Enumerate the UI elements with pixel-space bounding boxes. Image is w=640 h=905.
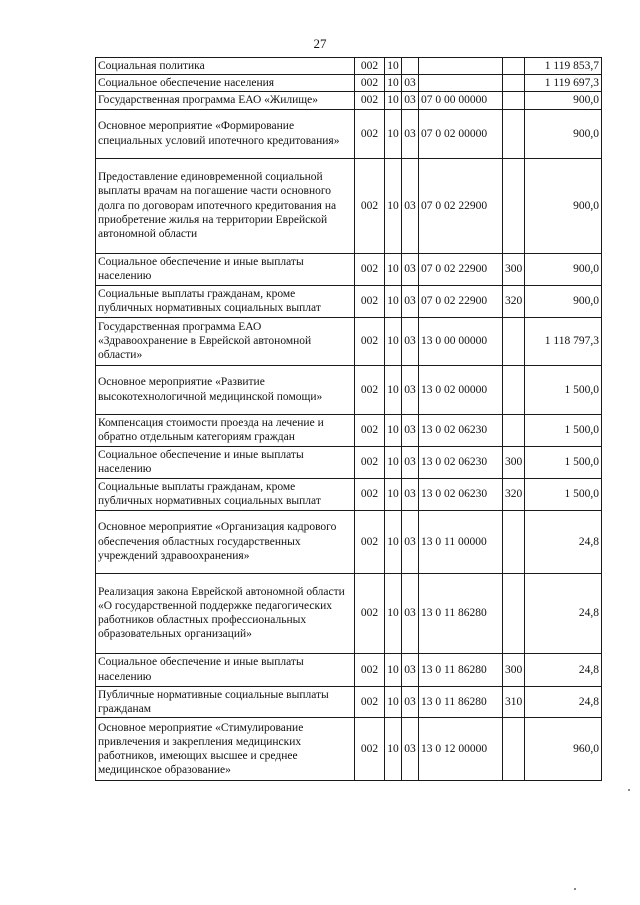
cell-target-article: 07 0 02 22900 bbox=[419, 158, 503, 253]
cell-expense-type: 320 bbox=[503, 285, 525, 317]
cell-target-article: 13 0 11 00000 bbox=[419, 510, 503, 573]
cell-admin-code: 002 bbox=[355, 92, 385, 109]
cell-section-code: 10 bbox=[385, 75, 402, 92]
cell-subsection-code: 03 bbox=[402, 158, 419, 253]
cell-admin-code: 002 bbox=[355, 653, 385, 686]
cell-section-code: 10 bbox=[385, 109, 402, 158]
cell-amount: 1 118 797,3 bbox=[525, 317, 602, 365]
table-row bbox=[96, 653, 602, 686]
table-row bbox=[96, 478, 602, 510]
cell-target-article: 13 0 00 00000 bbox=[419, 317, 503, 365]
cell-name: Социальное обеспечение и иные выплаты населению bbox=[96, 446, 355, 478]
cell-name: Основное мероприятие «Развитие высокотехнологичной медицинской помощи» bbox=[96, 365, 355, 414]
cell-admin-code: 002 bbox=[355, 686, 385, 717]
cell-amount: 1 500,0 bbox=[525, 365, 602, 414]
cell-expense-type bbox=[503, 414, 525, 446]
cell-subsection-code: 03 bbox=[402, 573, 419, 653]
cell-amount: 900,0 bbox=[525, 285, 602, 317]
cell-admin-code: 002 bbox=[355, 510, 385, 573]
cell-name: Реализация закона Еврейской автономной области «О государственной поддержке педагогических работников областных профессиональных образовательных организаций» bbox=[96, 573, 355, 653]
cell-expense-type: 320 bbox=[503, 478, 525, 510]
cell-target-article: 13 0 02 06230 bbox=[419, 478, 503, 510]
cell-expense-type bbox=[503, 109, 525, 158]
cell-section-code: 10 bbox=[385, 510, 402, 573]
cell-amount: 1 500,0 bbox=[525, 414, 602, 446]
budget-table bbox=[95, 57, 602, 781]
cell-expense-type: 300 bbox=[503, 653, 525, 686]
cell-subsection-code: 03 bbox=[402, 75, 419, 92]
cell-target-article: 07 0 02 00000 bbox=[419, 109, 503, 158]
cell-target-article: 13 0 02 06230 bbox=[419, 414, 503, 446]
cell-target-article bbox=[419, 58, 503, 75]
cell-subsection-code: 03 bbox=[402, 718, 419, 781]
table-row bbox=[96, 686, 602, 717]
cell-section-code: 10 bbox=[385, 58, 402, 75]
cell-expense-type: 300 bbox=[503, 253, 525, 285]
cell-amount: 1 500,0 bbox=[525, 446, 602, 478]
cell-amount: 900,0 bbox=[525, 253, 602, 285]
cell-target-article: 07 0 02 22900 bbox=[419, 253, 503, 285]
cell-expense-type bbox=[503, 58, 525, 75]
cell-amount: 900,0 bbox=[525, 92, 602, 109]
cell-amount: 24,8 bbox=[525, 686, 602, 717]
cell-expense-type bbox=[503, 510, 525, 573]
cell-subsection-code: 03 bbox=[402, 446, 419, 478]
cell-section-code: 10 bbox=[385, 446, 402, 478]
cell-subsection-code bbox=[402, 58, 419, 75]
cell-name: Социальные выплаты гражданам, кроме публичных нормативных социальных выплат bbox=[96, 478, 355, 510]
table-row bbox=[96, 446, 602, 478]
cell-section-code: 10 bbox=[385, 478, 402, 510]
table-row bbox=[96, 414, 602, 446]
table-row bbox=[96, 253, 602, 285]
cell-subsection-code: 03 bbox=[402, 510, 419, 573]
cell-amount: 1 500,0 bbox=[525, 478, 602, 510]
cell-subsection-code: 03 bbox=[402, 317, 419, 365]
table-row bbox=[96, 718, 602, 781]
cell-amount: 900,0 bbox=[525, 109, 602, 158]
cell-section-code: 10 bbox=[385, 92, 402, 109]
scan-speck bbox=[574, 888, 576, 890]
cell-expense-type: 300 bbox=[503, 446, 525, 478]
cell-section-code: 10 bbox=[385, 573, 402, 653]
cell-section-code: 10 bbox=[385, 653, 402, 686]
cell-subsection-code: 03 bbox=[402, 478, 419, 510]
cell-target-article: 07 0 00 00000 bbox=[419, 92, 503, 109]
cell-amount: 1 119 697,3 bbox=[525, 75, 602, 92]
cell-expense-type bbox=[503, 718, 525, 781]
cell-expense-type bbox=[503, 573, 525, 653]
cell-admin-code: 002 bbox=[355, 58, 385, 75]
table-row bbox=[96, 75, 602, 92]
table-row bbox=[96, 573, 602, 653]
cell-name: Основное мероприятие «Стимулирование привлечения и закрепления медицинских работников, имеющих высшее и среднее медицинское образование» bbox=[96, 718, 355, 781]
table-row bbox=[96, 109, 602, 158]
cell-expense-type bbox=[503, 92, 525, 109]
cell-section-code: 10 bbox=[385, 285, 402, 317]
cell-name: Основное мероприятие «Организация кадрового обеспечения областных государственных учреждений здравоохранения» bbox=[96, 510, 355, 573]
cell-admin-code: 002 bbox=[355, 285, 385, 317]
cell-target-article: 07 0 02 22900 bbox=[419, 285, 503, 317]
cell-amount: 960,0 bbox=[525, 718, 602, 781]
cell-admin-code: 002 bbox=[355, 718, 385, 781]
cell-section-code: 10 bbox=[385, 414, 402, 446]
budget-table-body bbox=[96, 58, 602, 781]
cell-admin-code: 002 bbox=[355, 253, 385, 285]
cell-target-article: 13 0 02 00000 bbox=[419, 365, 503, 414]
cell-subsection-code: 03 bbox=[402, 92, 419, 109]
cell-target-article: 13 0 02 06230 bbox=[419, 446, 503, 478]
table-row bbox=[96, 158, 602, 253]
cell-expense-type bbox=[503, 75, 525, 92]
cell-admin-code: 002 bbox=[355, 317, 385, 365]
cell-amount: 24,8 bbox=[525, 653, 602, 686]
cell-amount: 1 119 853,7 bbox=[525, 58, 602, 75]
cell-target-article: 13 0 12 00000 bbox=[419, 718, 503, 781]
scan-speck bbox=[628, 789, 630, 791]
cell-subsection-code: 03 bbox=[402, 414, 419, 446]
cell-subsection-code: 03 bbox=[402, 686, 419, 717]
cell-section-code: 10 bbox=[385, 158, 402, 253]
table-row bbox=[96, 510, 602, 573]
cell-subsection-code: 03 bbox=[402, 653, 419, 686]
page-number: 27 bbox=[313, 36, 327, 51]
cell-expense-type: 310 bbox=[503, 686, 525, 717]
cell-target-article: 13 0 11 86280 bbox=[419, 573, 503, 653]
cell-admin-code: 002 bbox=[355, 158, 385, 253]
cell-subsection-code: 03 bbox=[402, 285, 419, 317]
cell-name: Социальное обеспечение населения bbox=[96, 75, 355, 92]
cell-expense-type bbox=[503, 365, 525, 414]
cell-target-article: 13 0 11 86280 bbox=[419, 653, 503, 686]
cell-name: Государственная программа ЕАО «Жилище» bbox=[96, 92, 355, 109]
cell-expense-type bbox=[503, 158, 525, 253]
table-row bbox=[96, 58, 602, 75]
cell-amount: 24,8 bbox=[525, 573, 602, 653]
cell-section-code: 10 bbox=[385, 365, 402, 414]
cell-expense-type bbox=[503, 317, 525, 365]
cell-admin-code: 002 bbox=[355, 414, 385, 446]
cell-section-code: 10 bbox=[385, 317, 402, 365]
cell-name: Социальная политика bbox=[96, 58, 355, 75]
cell-admin-code: 002 bbox=[355, 478, 385, 510]
table-row bbox=[96, 365, 602, 414]
cell-amount: 900,0 bbox=[525, 158, 602, 253]
table-row bbox=[96, 317, 602, 365]
cell-name: Социальное обеспечение и иные выплаты населению bbox=[96, 653, 355, 686]
cell-subsection-code: 03 bbox=[402, 365, 419, 414]
cell-admin-code: 002 bbox=[355, 573, 385, 653]
cell-name: Предоставление единовременной социальной выплаты врачам на погашение части основного долга по договорам ипотечного кредитования на приобретение жилья на территории Еврейской автономной области bbox=[96, 158, 355, 253]
cell-admin-code: 002 bbox=[355, 75, 385, 92]
cell-name: Социальные выплаты гражданам, кроме публичных нормативных социальных выплат bbox=[96, 285, 355, 317]
cell-name: Публичные нормативные социальные выплаты гражданам bbox=[96, 686, 355, 717]
cell-section-code: 10 bbox=[385, 253, 402, 285]
table-row bbox=[96, 92, 602, 109]
cell-name: Государственная программа ЕАО «Здравоохранение в Еврейской автономной области» bbox=[96, 317, 355, 365]
cell-amount: 24,8 bbox=[525, 510, 602, 573]
cell-section-code: 10 bbox=[385, 686, 402, 717]
cell-target-article bbox=[419, 75, 503, 92]
cell-admin-code: 002 bbox=[355, 109, 385, 158]
cell-name: Социальное обеспечение и иные выплаты населению bbox=[96, 253, 355, 285]
cell-target-article: 13 0 11 86280 bbox=[419, 686, 503, 717]
table-row bbox=[96, 285, 602, 317]
cell-subsection-code: 03 bbox=[402, 253, 419, 285]
cell-name: Компенсация стоимости проезда на лечение и обратно отдельным категориям граждан bbox=[96, 414, 355, 446]
cell-subsection-code: 03 bbox=[402, 109, 419, 158]
cell-admin-code: 002 bbox=[355, 446, 385, 478]
cell-admin-code: 002 bbox=[355, 365, 385, 414]
cell-section-code: 10 bbox=[385, 718, 402, 781]
cell-name: Основное мероприятие «Формирование специальных условий ипотечного кредитования» bbox=[96, 109, 355, 158]
